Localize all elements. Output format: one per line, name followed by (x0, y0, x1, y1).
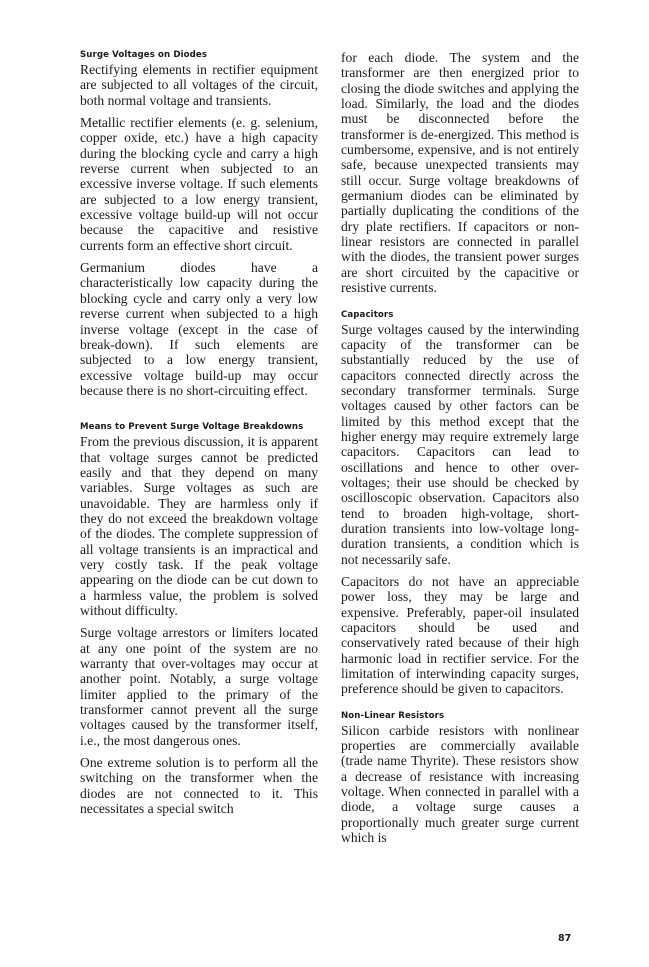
paragraph: From the previous discussion, it is apparent that voltage surges cannot be predicted easily and that they depend on many variables. Surge voltages as such are unavoidable. They are harmless only if they do not exceed the breakdown voltage of the diodes. The complete suppression of all voltage transients is an impractical and very costly task. If the peak voltage appearing on the diode can be cut down to a harmless value, the problem is solved without difficulty. (80, 434, 318, 618)
section-heading-non-linear-resistors: Non-Linear Resistors (341, 710, 445, 721)
section-heading-capacitors: Capacitors (341, 309, 394, 320)
paragraph: Capacitors do not have an appreciable power loss, they may be large and expensive. Preferably, paper-oil insulated capacitors should be used and conservatively rated because of their high harmonic load in rectifier service. For the limitation of interwinding capacity surges, preference should be given to capacitors. (341, 574, 579, 697)
paragraph: for each diode. The system and the transformer are then energized prior to closing the diode switches and applying the load. Similarly, the load and the diodes must be disconnected before the transformer is de-energized. This method is cumbersome, expensive, and is not entirely safe, because unexpected transients may still occur. Surge voltage breakdowns of germanium diodes can be eliminated by partially duplicating the conditions of the dry plate rectifiers. If capacitors or non-linear resistors are connected in parallel with the diodes, the transient power surges are short circuited by the capacitive or resistive currents. (341, 50, 579, 296)
right-column (341, 50, 579, 853)
section-heading-surge-voltages: Surge Voltages on Diodes (80, 50, 208, 60)
paragraph: One extreme solution is to perform all the switching on the transformer when the diodes are not connected to it. This necessitates a special switch (80, 755, 318, 817)
page-number: 87 (558, 933, 572, 944)
left-column (80, 50, 318, 823)
paragraph: Surge voltages caused by the interwinding capacity of the transformer can be substantially reduced by the use of capacitors connected directly across the secondary transformer terminals. Surge voltages caused by other factors can be limited by this method except that the higher energy may require extremely large capacitors. Capacitors can lead to oscillations and hence to other over-voltages; their use should be checked by oscilloscopic observation. Capacitors also tend to broaden high-voltage, short-duration transients into low-voltage long-duration transients, a condition which is not necessarily safe. (341, 321, 579, 567)
paragraph: Silicon carbide resistors with nonlinear properties are commercially available (trade name Thyrite). These resistors show a decrease of resistance with increasing voltage. When connected in parallel with a diode, a voltage surge causes a proportionally much greater surge current which is (341, 722, 579, 846)
paragraph: Metallic rectifier elements (e. g. selenium, copper oxide, etc.) have a high capacity during the blocking cycle and carry a high reverse current when subjected to an excessive inverse voltage. If such elements are subjected to a low energy transient, excessive voltage build-up will not occur because the capacitive and resistive currents form an effective short circuit. (80, 115, 318, 253)
paragraph: Germanium diodes have a characteristically low capacity during the blocking cycle and carry only a very low reverse current when subjected to a high inverse voltage (except in the case of break-down). If such elements are subjected to a low energy transient, excessive voltage build-up may occur because there is no short-circuiting effect. (80, 260, 318, 398)
section-heading-means-to-prevent: Means to Prevent Surge Voltage Breakdowns (80, 422, 304, 433)
paragraph: Rectifying elements in rectifier equipment are subjected to all voltages of the circuit, both normal voltage and transients. (80, 62, 318, 108)
paragraph: Surge voltage arrestors or limiters located at any one point of the system are no warranty that over-voltages may occur at another point. Notably, a surge voltage limiter applied to the primary of the transformer cannot prevent all the surge voltages caused by the transformer itself, i.e., the most dangerous ones. (80, 625, 318, 748)
